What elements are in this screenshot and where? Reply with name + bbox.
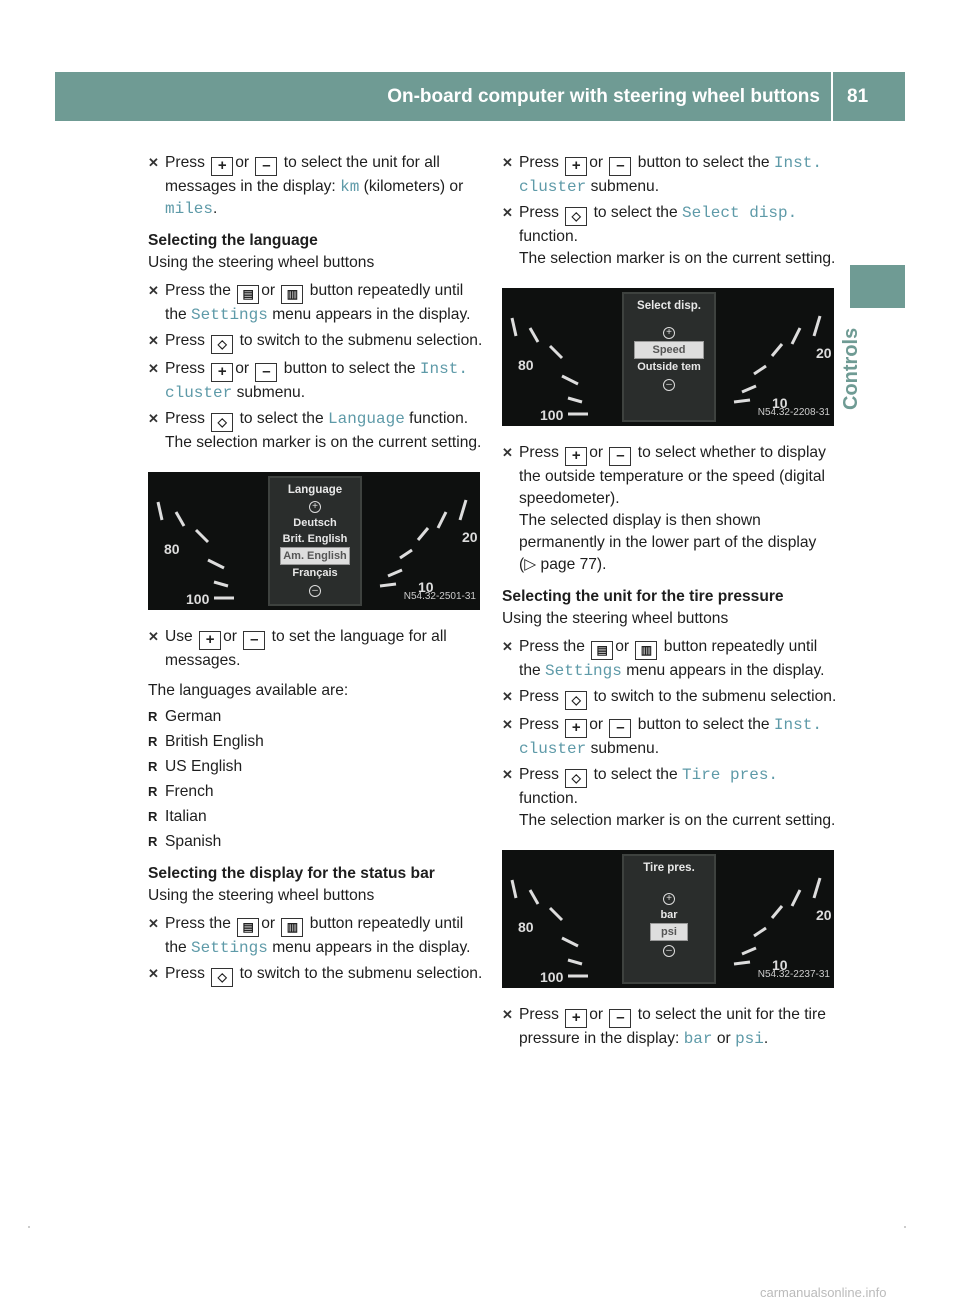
instruction-intro: Using the steering wheel buttons xyxy=(502,610,729,627)
step-marker-icon: ✕ xyxy=(148,361,159,376)
thumbwheel-icon: ◇ xyxy=(211,968,233,987)
step-marker-icon: ✕ xyxy=(148,916,159,931)
step: ✕ Use + or – to set the language for all messages. xyxy=(148,628,447,669)
list-item: R Italian xyxy=(148,806,483,828)
minus-key-icon: – xyxy=(255,157,277,176)
minus-circle-icon: – xyxy=(663,945,675,957)
bullet-icon: R xyxy=(148,709,158,724)
list-item: R US English xyxy=(148,756,483,778)
gauge-label: 20 xyxy=(462,529,478,545)
display-panel: Select disp. + Speed Outside tem – xyxy=(622,292,716,422)
section-tab xyxy=(850,265,905,308)
step: ✕ Press ◇ to select the Language function. The selection marker is on the current setting. xyxy=(148,410,482,451)
step: ✕ Press the ▤ or ▥ button repeatedly until the Settings menu appears in the display. xyxy=(148,915,471,957)
list-item: R Spanish xyxy=(148,831,483,853)
minus-key-icon: – xyxy=(609,1009,631,1028)
step: ✕ Press ◇ to switch to the submenu selection. xyxy=(148,963,483,987)
page-title: On-board computer with steering wheel buttons xyxy=(387,86,820,107)
menu-forward-icon: ▥ xyxy=(281,285,303,304)
menu-back-icon: ▤ xyxy=(237,918,259,937)
bullet-icon: R xyxy=(148,784,158,799)
minus-key-icon: – xyxy=(609,719,631,738)
minus-key-icon: – xyxy=(609,447,631,466)
minus-key-icon: – xyxy=(243,631,265,650)
section-heading: Selecting the display for the status bar xyxy=(148,865,435,882)
step-marker-icon: ✕ xyxy=(148,333,159,348)
plus-key-icon: + xyxy=(565,157,587,176)
display-panel: Language + Deutsch Brit. English Am. English Français – xyxy=(268,476,362,606)
gauge-label: 20 xyxy=(816,907,832,923)
step-marker-icon: ✕ xyxy=(502,205,513,220)
minus-key-icon: – xyxy=(609,157,631,176)
instruction-intro: Using the steering wheel buttons xyxy=(148,254,375,271)
thumbwheel-icon: ◇ xyxy=(565,769,587,788)
gauge-label: 80 xyxy=(164,541,180,557)
step-marker-icon: ✕ xyxy=(502,689,513,704)
left-column: ✕ Press + or – to select the unit for all messages in the display: km (kilometers) or miles. Selecting the language Using the steering wheel buttons ✕ Press the ▤ or ▥ button repeatedly until the Settings menu appears in the display. ✕ Press ◇ to switch to the submenu selection. ✕ Press + or – button to select the Inst. cluster submenu. ✕ Press ◇ to select the Language function. The selection marker is on the current setting. 80 100 10 20 Language + Deutsch Brit. English Am. English Français – N54.32-2501-31 ✕ Use + or – to set the language for all messages. The languages available are: R German R British English R US English R French R Italian R Spanish Selecting the display for the status bar Using the steering wheel buttons ✕ Press the ▤ or ▥ button repeatedly until the Settings menu appears in the display. ✕ Press ◇ to switch to the submenu selection. xyxy=(148,152,483,991)
page-ref-arrow-icon: ▷ xyxy=(524,556,537,573)
instrument-cluster-figure-select-display: 80 100 10 20 Select disp. + Speed Outside tem – N54.32-2208-31 xyxy=(502,288,834,426)
step-marker-icon: ✕ xyxy=(148,966,159,981)
step-marker-icon: ✕ xyxy=(148,283,159,298)
gauge-label: 100 xyxy=(186,591,210,607)
step: ✕ Press ◇ to switch to the submenu selection. xyxy=(502,686,837,710)
bullet-icon: R xyxy=(148,809,158,824)
step: ✕ Press + or – button to select the Inst. cluster submenu. xyxy=(502,716,822,758)
step: ✕ Press + or – to select whether to display the outside temperature or the speed (digital speedometer). The selected display is then shown permanently in the lower part of the display (▷ page 77). xyxy=(502,444,826,573)
step-marker-icon: ✕ xyxy=(148,629,159,644)
minus-key-icon: – xyxy=(255,363,277,382)
step: ✕ Press ◇ to select the Tire pres. function. The selection marker is on the current setting. xyxy=(502,766,836,829)
instrument-cluster-figure-tire-pressure: 80 100 10 20 Tire pres. + bar psi – N54.32-2237-31 xyxy=(502,850,834,988)
list-item: R German xyxy=(148,706,483,728)
gauge-label: 10 xyxy=(772,395,788,411)
page-number: 81 xyxy=(847,86,869,107)
gauge-label: 10 xyxy=(772,957,788,973)
plus-key-icon: + xyxy=(565,719,587,738)
list-item: R British English xyxy=(148,731,483,753)
gauge-label: 20 xyxy=(816,345,832,361)
plus-key-icon: + xyxy=(565,447,587,466)
step-marker-icon: ✕ xyxy=(502,1007,513,1022)
step-marker-icon: ✕ xyxy=(502,639,513,654)
section-heading: Selecting the language xyxy=(148,232,318,249)
display-panel: Tire pres. + bar psi – xyxy=(622,854,716,984)
minus-circle-icon: – xyxy=(309,585,321,597)
language-list xyxy=(148,706,483,853)
step-marker-icon: ✕ xyxy=(502,155,513,170)
crop-mark xyxy=(28,1226,30,1228)
watermark: carmanualsonline.info xyxy=(760,1285,887,1300)
thumbwheel-icon: ◇ xyxy=(211,413,233,432)
bullet-icon: R xyxy=(148,734,158,749)
crop-mark xyxy=(904,1226,906,1228)
step: ✕ Press ◇ to select the Select disp. function. The selection marker is on the current setting. xyxy=(502,204,836,267)
step: ✕ Press + or – button to select the Inst. cluster submenu. xyxy=(148,360,468,402)
menu-forward-icon: ▥ xyxy=(635,641,657,660)
minus-circle-icon: – xyxy=(663,379,675,391)
step: ✕ Press + or – to select the unit for all messages in the display: km (kilometers) or miles. xyxy=(148,154,464,218)
step-marker-icon: ✕ xyxy=(148,155,159,170)
section-heading: Selecting the unit for the tire pressure xyxy=(502,588,784,605)
instrument-cluster-figure-language: 80 100 10 20 Language + Deutsch Brit. English Am. English Français – N54.32-2501-31 xyxy=(148,472,480,610)
plus-circle-icon: + xyxy=(663,327,675,339)
gauge-label: 80 xyxy=(518,357,534,373)
plus-key-icon: + xyxy=(199,631,221,650)
instruction-intro: Using the steering wheel buttons xyxy=(148,887,375,904)
plus-key-icon: + xyxy=(211,363,233,382)
bullet-icon: R xyxy=(148,759,158,774)
gauge-label: 80 xyxy=(518,919,534,935)
step-marker-icon: ✕ xyxy=(502,767,513,782)
step: ✕ Press + or – button to select the Inst. cluster submenu. xyxy=(502,154,822,196)
step: ✕ Press + or – to select the unit for the tire pressure in the display: bar or psi. xyxy=(502,1006,826,1048)
menu-forward-icon: ▥ xyxy=(281,918,303,937)
right-column xyxy=(502,152,837,1054)
menu-back-icon: ▤ xyxy=(591,641,613,660)
gauge-label: 100 xyxy=(540,969,564,985)
gauge-label: 10 xyxy=(418,579,434,595)
plus-key-icon: + xyxy=(565,1009,587,1028)
bullet-icon: R xyxy=(148,834,158,849)
step: ✕ Press ◇ to switch to the submenu selection. xyxy=(148,330,483,354)
plus-circle-icon: + xyxy=(663,893,675,905)
step-marker-icon: ✕ xyxy=(502,445,513,460)
step-marker-icon: ✕ xyxy=(148,411,159,426)
thumbwheel-icon: ◇ xyxy=(565,207,587,226)
thumbwheel-icon: ◇ xyxy=(211,335,233,354)
thumbwheel-icon: ◇ xyxy=(565,691,587,710)
plus-circle-icon: + xyxy=(309,501,321,513)
plus-key-icon: + xyxy=(211,157,233,176)
step-marker-icon: ✕ xyxy=(502,717,513,732)
list-item: R French xyxy=(148,781,483,803)
gauge-label: 100 xyxy=(540,407,564,423)
section-label: Controls xyxy=(840,327,862,410)
menu-back-icon: ▤ xyxy=(237,285,259,304)
step: ✕ Press the ▤ or ▥ button repeatedly until the Settings menu appears in the display. xyxy=(502,638,825,680)
step: ✕ Press the ▤ or ▥ button repeatedly until the Settings menu appears in the display. xyxy=(148,282,471,324)
